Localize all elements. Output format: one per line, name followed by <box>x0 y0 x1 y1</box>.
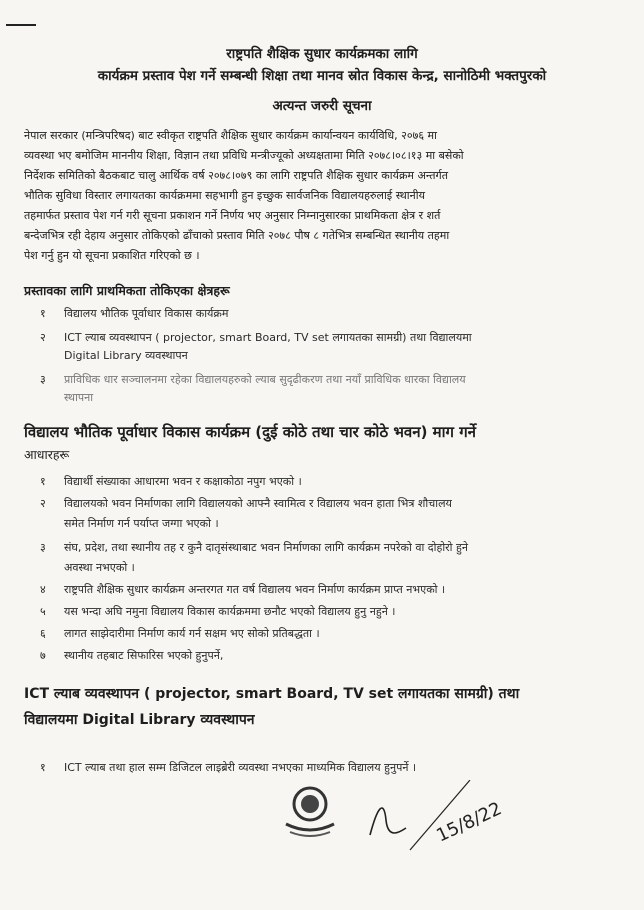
section1-item-number: ३ <box>40 373 46 386</box>
section2-item-number: १ <box>40 475 46 488</box>
section1-item-text: स्थापना <box>64 391 94 404</box>
section1-heading: प्रस्तावका लागि प्राथमिकता तोकिएका क्षेत्रहरू <box>24 283 230 298</box>
intro-line: बन्देजभित्र रही देहाय अनुसार तोकिएको ढाँचाको प्रस्ताव मिति २०७८ पौष ८ गतेभित्र सम्बन्धित स्थानीय तहमा <box>24 229 450 242</box>
title-line-1: राष्ट्रपति शैक्षिक सुधार कार्यक्रमका लागि <box>226 46 418 62</box>
signature <box>360 780 560 860</box>
intro-line: पेश गर्नु हुन यो सूचना प्रकाशित गरिएको छ । <box>24 249 200 262</box>
section2-heading-cont: आधारहरू <box>24 447 70 462</box>
section3-heading-cont: विद्यालयमा Digital Library व्यवस्थापन <box>24 712 255 728</box>
section2-item-number: २ <box>40 497 46 510</box>
section1-item-text: ICT ल्याब व्यवस्थापन ( projector, smart Board, TV set लगायतका सामग्री) तथा विद्यालयमा <box>64 331 472 344</box>
intro-line: व्यवस्था भए बमोजिम माननीय शिक्षा, विज्ञान तथा प्रविधि मन्त्रीज्यूको अध्यक्षतामा मिति २०७८।०८।१३ मा बसेको <box>24 149 464 162</box>
section1-item-text: प्राविधिक धार सञ्चालनमा रहेका विद्यालयहरुको ल्याब सुदृढीकरण तथा नयाँ प्राविधिक धारका विद्यालय <box>64 373 466 386</box>
section1-item-number: २ <box>40 331 46 344</box>
section2-item-text: संघ, प्रदेश, तथा स्थानीय तह र कुनै दातृसंस्थाबाट भवन निर्माणका लागि कार्यक्रम नपरेको वा दोहोरो हुने <box>64 541 468 554</box>
title-line-2: कार्यक्रम प्रस्ताव पेश गर्ने सम्बन्धी शिक्षा तथा मानव स्रोत विकास केन्द्र, सानोठिमी भक्तपुरको <box>97 68 547 84</box>
intro-line: निर्देशक समितिको बैठकबाट चालु आर्थिक वर्ष २०७८।०७९ का लागि राष्ट्रपति शैक्षिक सुधार कार्यक्रम अन्तर्गत <box>24 169 449 182</box>
section2-item-text: समेत निर्माण गर्न पर्याप्त जग्गा भएको । <box>64 517 219 530</box>
section3-item-number: १ <box>40 761 46 774</box>
section2-item-text: विद्यार्थी संख्याका आधारमा भवन र कक्षाकोठा नपुग भएको । <box>64 475 302 488</box>
section2-item-text: स्थानीय तहबाट सिफारिस भएको हुनुपर्ने, <box>64 649 224 662</box>
official-stamp <box>280 778 340 840</box>
section2-item-number: ५ <box>40 605 46 618</box>
section1-item-number: १ <box>40 307 46 320</box>
section2-item-number: ३ <box>40 541 46 554</box>
section2-item-number: ६ <box>40 627 46 640</box>
section2-heading: विद्यालय भौतिक पूर्वाधार विकास कार्यक्रम (दुई कोठे तथा चार कोठे भवन) माग गर्ने <box>24 423 476 441</box>
intro-line: भौतिक सुविधा विस्तार लगायतका कार्यक्रममा सहभागी हुन इच्छुक सार्वजनिक विद्यालयहरुलाई स्थानीय <box>24 189 425 202</box>
section3-heading: ICT ल्याब व्यवस्थापन ( projector, smart Board, TV set लगायतका सामग्री) तथा <box>24 686 520 702</box>
section1-item-text: Digital Library व्यवस्थापन <box>64 349 188 362</box>
section2-item-number: ७ <box>40 649 46 662</box>
intro-line: तहमार्फत प्रस्ताव पेश गर्न गरी सूचना प्रकाशन गर्ने निर्णय भए अनुसार निम्नानुसारका प्राथमिकता क्षेत्र र शर्त <box>24 209 441 222</box>
section2-item-text: राष्ट्रपति शैक्षिक सुधार कार्यक्रम अन्तरगत गत वर्ष विद्यालय भवन निर्माण कार्यक्रम प्राप्त नभएको । <box>64 583 446 596</box>
corner-mark <box>6 24 36 26</box>
section3-item-text: ICT ल्याब तथा हाल सम्म डिजिटल लाइब्रेरी व्यवस्था नभएका माध्यमिक विद्यालय हुनुपर्ने । <box>64 761 417 774</box>
section1-item-text: विद्यालय भौतिक पूर्वाधार विकास कार्यक्रम <box>64 307 229 320</box>
section2-item-text: विद्यालयको भवन निर्माणका लागि विद्यालयको आफ्नै स्वामित्व र विद्यालय भवन हाता भित्र शौचालय <box>64 497 452 510</box>
section2-item-number: ४ <box>40 583 46 596</box>
title-line-3: अत्यन्त जरुरी सूचना <box>272 98 372 114</box>
signature-date: 15/8/22 <box>433 798 506 847</box>
section2-item-text: अवस्था नभएको । <box>64 561 135 574</box>
section2-item-text: लागत साझेदारीमा निर्माण कार्य गर्न सक्षम भए सोको प्रतिबद्धता । <box>64 627 320 640</box>
section2-item-text: यस भन्दा अघि नमुना विद्यालय विकास कार्यक्रममा छनौट भएको विद्यालय हुनु नहुने । <box>64 605 396 618</box>
intro-line: नेपाल सरकार (मन्त्रिपरिषद) बाट स्वीकृत राष्ट्रपति शैक्षिक सुधार कार्यक्रम कार्यान्वयन कार्यविधि, २०७६ मा <box>24 129 437 142</box>
